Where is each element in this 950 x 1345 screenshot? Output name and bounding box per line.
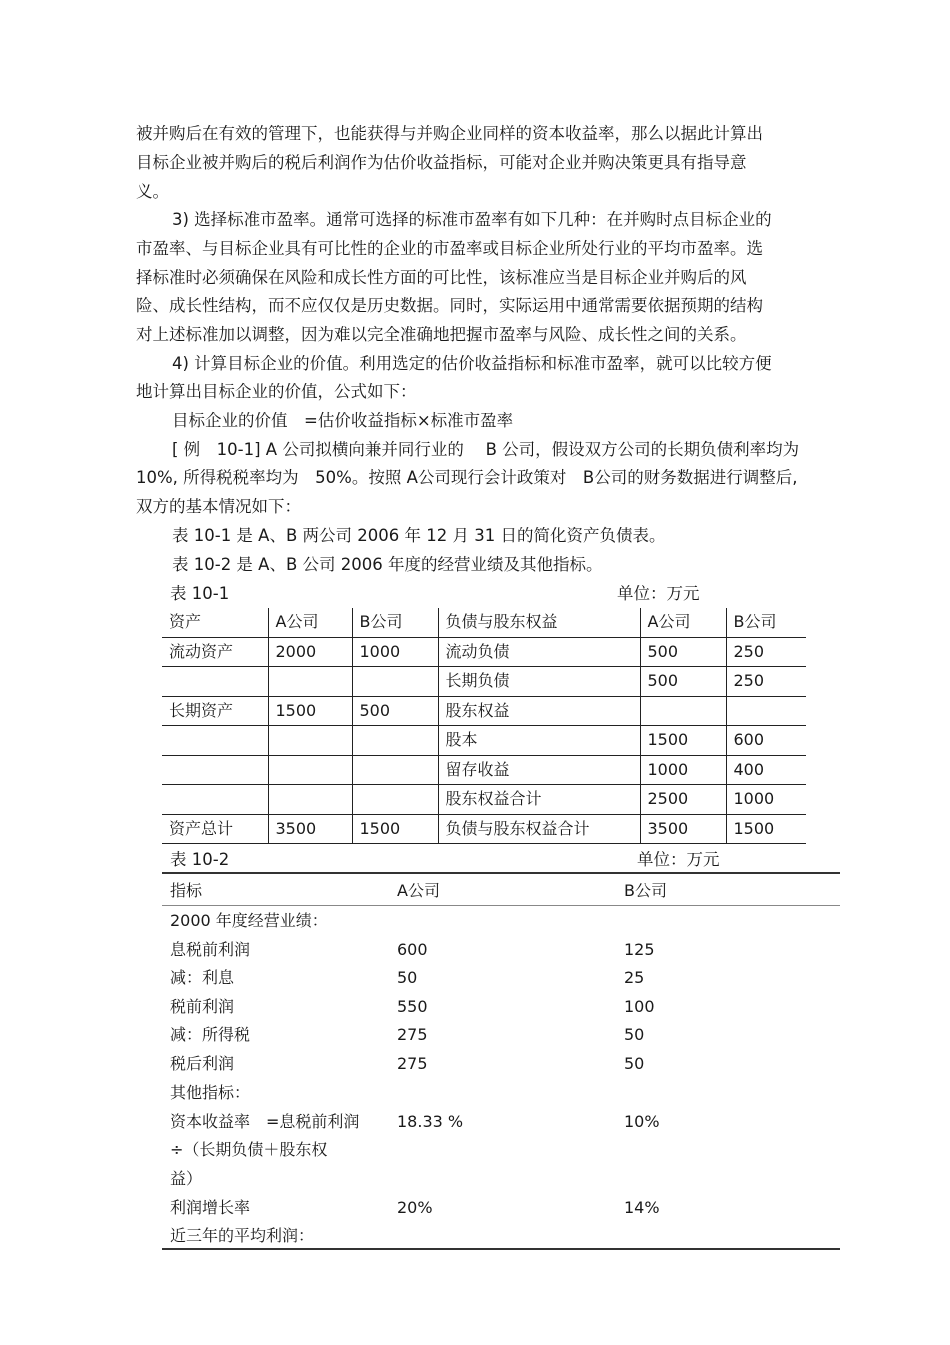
table2-top-rule	[162, 872, 840, 874]
table-cell: 股东权益	[438, 696, 640, 726]
table-cell: 1500	[640, 726, 726, 756]
table-cell: 1500	[726, 814, 806, 844]
paragraph-line: 表 10-2 是 A、B 公司 2006 年度的经营业绩及其他指标。	[172, 555, 603, 574]
table-cell: 3500	[640, 814, 726, 844]
table-cell: 400	[726, 755, 806, 785]
formula-line: 目标企业的价值 =估价收益指标×标准市盈率	[172, 411, 514, 430]
table-cell: 税后利润	[170, 1054, 235, 1073]
table-cell: 利润增长率	[170, 1198, 251, 1217]
table-cell: 益）	[170, 1169, 203, 1188]
table-cell: 息税前利润	[170, 940, 251, 959]
table-cell: 长期资产	[162, 696, 268, 726]
table-row	[170, 1108, 660, 1136]
table-row	[162, 785, 806, 815]
paragraph-line: 险、成长性结构，而不应仅仅是历史数据。同时，实际运用中通常需要依据预期的结构	[136, 296, 763, 315]
table-row	[162, 726, 806, 756]
table-cell: 25	[624, 968, 645, 987]
table-cell: 10%	[624, 1112, 660, 1131]
table-header-cell: A公司	[268, 608, 352, 637]
table-cell: 50	[624, 1054, 645, 1073]
table-cell	[352, 726, 438, 756]
table-row	[170, 1194, 660, 1222]
table-cell	[268, 785, 352, 815]
table-cell	[268, 726, 352, 756]
table-cell: 股本	[438, 726, 640, 756]
table-cell: 流动资产	[162, 637, 268, 667]
table-cell: 1000	[640, 755, 726, 785]
paragraph-line: 10%, 所得税税率均为 50%。按照 A公司现行会计政策对 B公司的财务数据进行调整后,	[136, 468, 798, 487]
table-cell	[268, 667, 352, 697]
table-cell: 3500	[268, 814, 352, 844]
table-cell: 流动负债	[438, 637, 640, 667]
table-row	[162, 814, 806, 844]
table2-bottom-rule	[162, 1248, 840, 1250]
table-cell: 2500	[640, 785, 726, 815]
table-cell: 500	[352, 696, 438, 726]
table-cell	[162, 785, 268, 815]
table-cell	[352, 755, 438, 785]
table-cell: 留存收益	[438, 755, 640, 785]
table2-header-cell: B公司	[624, 881, 667, 900]
table-row	[170, 1165, 202, 1193]
paragraph-line: 地计算出目标企业的价值，公式如下：	[136, 382, 417, 401]
table-header-cell: 资产	[162, 608, 268, 637]
table-row	[162, 667, 806, 697]
table-cell: 长期负债	[438, 667, 640, 697]
table-row	[170, 907, 328, 935]
table-row	[170, 1050, 645, 1078]
table-cell: 50	[624, 1025, 645, 1044]
table-cell: 275	[397, 1054, 428, 1073]
table-cell: 1000	[352, 637, 438, 667]
paragraph-line: 义。	[136, 182, 169, 201]
paragraph-line: 目标企业被并购后的税后利润作为估价收益指标，可能对企业并购决策更具有指导意	[136, 153, 747, 172]
table-row	[170, 1136, 327, 1164]
table-cell: 18.33 %	[397, 1112, 464, 1131]
example-line: [ 例 10-1] A 公司拟横向兼并同行业的 B 公司，假设双方公司的长期负债利率均为	[172, 440, 800, 459]
table-cell: ÷（长期负债＋股东权	[170, 1140, 328, 1159]
balance-sheet-table	[162, 608, 806, 844]
table-cell	[640, 696, 726, 726]
paragraph-line: 被并购后在有效的管理下，也能获得与并购企业同样的资本收益率，那么以据此计算出	[136, 124, 763, 143]
table-cell: 500	[640, 667, 726, 697]
table-cell: 2000 年度经营业绩：	[170, 911, 328, 930]
table-cell: 14%	[624, 1198, 660, 1217]
table-cell: 税前利润	[170, 997, 235, 1016]
table-row	[162, 755, 806, 785]
table-cell: 近三年的平均利润：	[170, 1226, 315, 1245]
table-cell: 1500	[352, 814, 438, 844]
table-row	[162, 637, 806, 667]
table2-caption: 表 10-2	[170, 850, 230, 869]
table1-caption: 表 10-1	[170, 584, 230, 603]
paragraph-line: 双方的基本情况如下：	[136, 497, 301, 516]
table-cell: 资产总计	[162, 814, 268, 844]
table2-unit: 单位：万元	[637, 850, 720, 869]
table-cell	[726, 696, 806, 726]
table-cell: 250	[726, 637, 806, 667]
table-cell: 500	[640, 637, 726, 667]
table-cell: 50	[397, 968, 418, 987]
table-cell	[352, 785, 438, 815]
table-cell: 20%	[397, 1198, 433, 1217]
table-header-cell: 负债与股东权益	[438, 608, 640, 637]
table-cell: 负债与股东权益合计	[438, 814, 640, 844]
table-header-cell: B公司	[726, 608, 806, 637]
table-header-cell: A公司	[640, 608, 726, 637]
table2-header-row	[170, 877, 667, 905]
table-cell: 600	[726, 726, 806, 756]
paragraph-line: 4) 计算目标企业的价值。利用选定的估价收益指标和标准市盈率，就可以比较方便	[172, 354, 772, 373]
table-cell: 资本收益率 =息税前利润	[170, 1112, 360, 1131]
paragraph-line: 择标准时必须确保在风险和成长性方面的可比性，该标准应当是目标企业并购后的风	[136, 268, 747, 287]
table-cell: 550	[397, 997, 428, 1016]
table-row	[170, 993, 655, 1021]
paragraph-line: 3) 选择标准市盈率。通常可选择的标准市盈率有如下几种：在并购时点目标企业的	[172, 210, 772, 229]
table-header-row	[162, 608, 806, 637]
table-cell: 减：利息	[170, 968, 235, 987]
table-cell: 1500	[268, 696, 352, 726]
table-cell	[162, 726, 268, 756]
table-cell: 125	[624, 940, 655, 959]
table-cell: 股东权益合计	[438, 785, 640, 815]
paragraph-line: 市盈率、与目标企业具有可比性的企业的市盈率或目标企业所处行业的平均市盈率。选	[136, 239, 763, 258]
table-header-cell: B公司	[352, 608, 438, 637]
table-cell	[162, 755, 268, 785]
table1-unit: 单位：万元	[617, 584, 700, 603]
table-row	[170, 1079, 250, 1107]
table-cell: 100	[624, 997, 655, 1016]
table-cell: 2000	[268, 637, 352, 667]
table-cell: 600	[397, 940, 428, 959]
table-cell	[268, 755, 352, 785]
table-cell: 1000	[726, 785, 806, 815]
table-cell	[352, 667, 438, 697]
table-row	[170, 936, 655, 964]
table-row	[170, 1021, 645, 1049]
table-row	[162, 696, 806, 726]
table2-header-rule	[162, 905, 840, 906]
paragraph-line: 对上述标准加以调整，因为难以完全准确地把握市盈率与风险、成长性之间的关系。	[136, 325, 747, 344]
table-row	[170, 1222, 314, 1250]
table-cell: 250	[726, 667, 806, 697]
table-cell: 其他指标：	[170, 1083, 251, 1102]
paragraph-line: 表 10-1 是 A、B 两公司 2006 年 12 月 31 日的简化资产负债表。	[172, 526, 666, 545]
table2-header-cell: A公司	[397, 881, 440, 900]
table-cell: 275	[397, 1025, 428, 1044]
table-cell	[162, 667, 268, 697]
table-row	[170, 964, 645, 992]
table2-header-cell: 指标	[170, 881, 203, 900]
table-cell: 减：所得税	[170, 1025, 251, 1044]
